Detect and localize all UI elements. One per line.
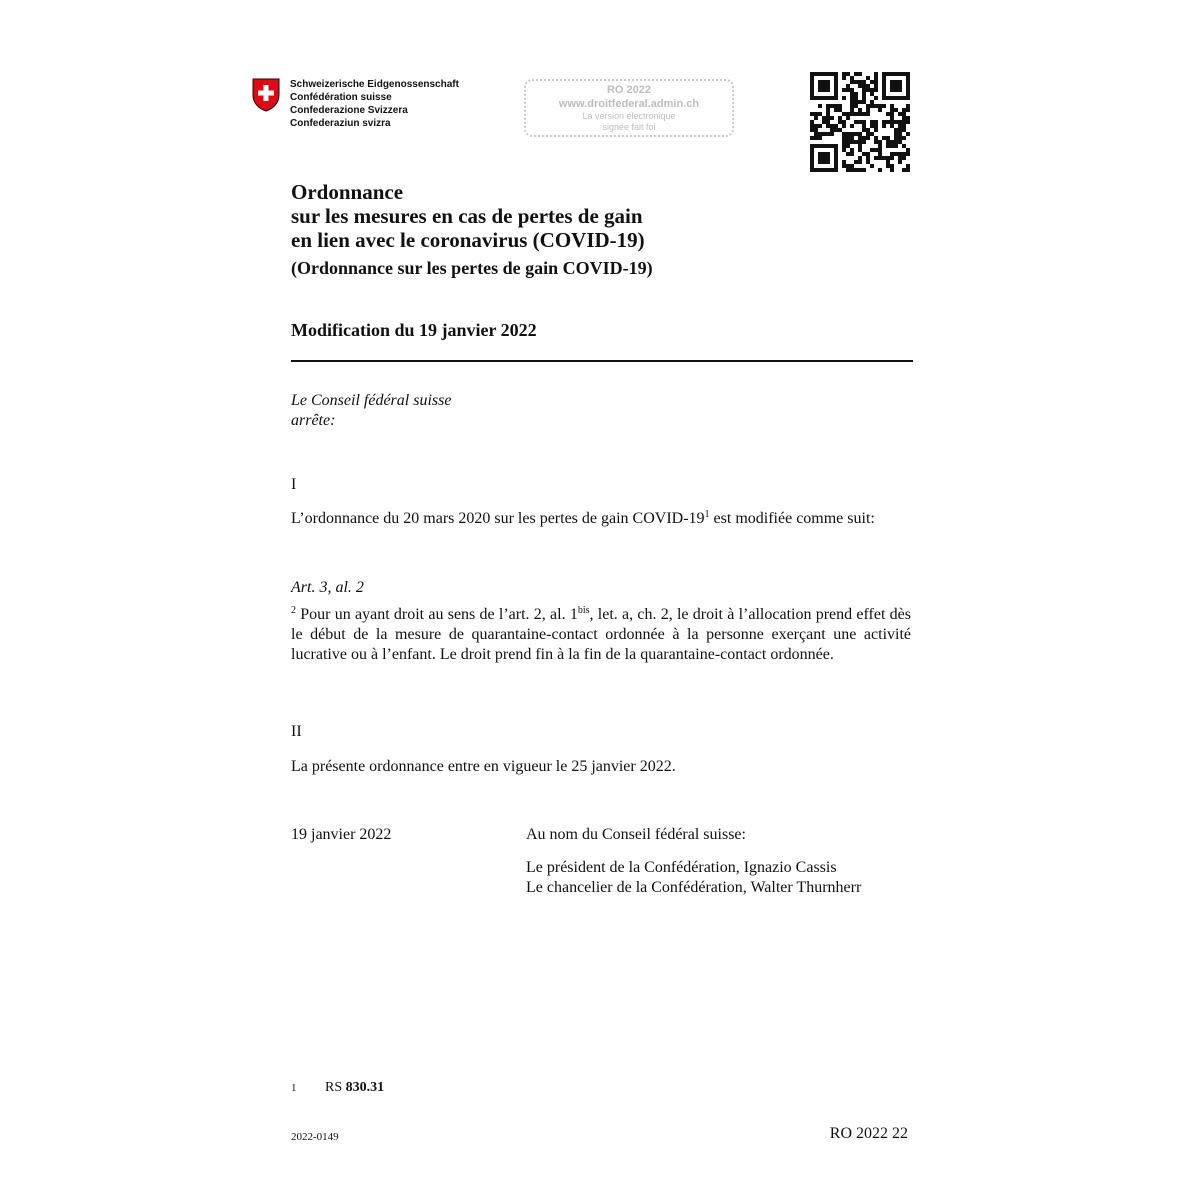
short-title: (Ordonnance sur les pertes de gain COVID-19) xyxy=(291,258,653,278)
footnote-reference: 1 xyxy=(704,509,710,520)
footnote xyxy=(291,1079,384,1097)
stamp-text-1: La version électronique xyxy=(582,111,676,121)
qr-code-icon xyxy=(810,72,910,172)
stamp-ro-label: RO 2022 xyxy=(606,84,652,96)
title-line-2: sur les mesures en cas de pertes de gain xyxy=(291,204,643,228)
federation-name-rm: Confederaziun svizra xyxy=(290,118,391,129)
footnote-prefix: RS xyxy=(325,1080,346,1095)
preamble-authority: Le Conseil fédéral suisse xyxy=(291,392,452,409)
federation-name-it: Confederazione Svizzera xyxy=(290,105,408,116)
stamp-text-2: signée fait foi xyxy=(602,122,656,132)
electronic-signature-stamp xyxy=(524,79,734,137)
section-numeral-2: II xyxy=(291,723,302,740)
section-numeral-1: I xyxy=(291,476,297,493)
title-line-3: en lien avec le coronavirus (COVID-19) xyxy=(291,228,645,252)
ro-reference: RO 2022 22 xyxy=(829,1125,908,1142)
article-paragraph xyxy=(291,605,911,665)
swiss-cross-emblem-icon xyxy=(252,78,280,112)
paragraph-superscript-bis: bis xyxy=(577,605,590,616)
federation-name-de: Schweizerische Eidgenossenschaft xyxy=(290,79,459,90)
intro-text-after: est modifiée comme suit: xyxy=(709,510,875,527)
signature-date: 19 janvier 2022 xyxy=(291,826,392,843)
signature-president: Le président de la Confédération, Ignazio Cassis xyxy=(526,859,837,876)
document-number: 2022-0149 xyxy=(291,1131,339,1143)
federation-names xyxy=(290,78,459,130)
federation-name-fr: Confédération suisse xyxy=(290,92,392,103)
section-2-text: La présente ordonnance entre en vigueur le 25 janvier 2022. xyxy=(291,758,676,775)
paragraph-text-before: Pour un ayant droit au sens de l’art. 2, al. 1 xyxy=(296,606,578,623)
stamp-url: www.droitfederal.admin.ch xyxy=(558,98,700,110)
article-heading: Art. 3, al. 2 xyxy=(291,579,364,596)
title-line-1: Ordonnance xyxy=(291,180,404,204)
modification-date: Modification du 19 janvier 2022 xyxy=(291,320,537,340)
paragraph-text-after: , let. a, ch. 2, le droit à l’allocation prend effet dès le début de la mesure de quarantaine-contact ordonnée à la personne exerçant une activité lucrative ou à l’enfant. Le droit prend fin à la fin de la quarantaine-contact ordonnée. xyxy=(291,606,912,663)
footnote-number: 1 xyxy=(291,1082,297,1094)
preamble-decrees: arrête: xyxy=(291,412,336,429)
section-1-intro xyxy=(291,509,911,529)
footnote-rs-number: 830.31 xyxy=(345,1080,385,1095)
title-divider xyxy=(291,360,913,362)
intro-text-before: L’ordonnance du 20 mars 2020 sur les pertes de gain COVID-19 xyxy=(291,510,705,527)
preamble xyxy=(291,391,911,431)
signature-on-behalf: Au nom du Conseil fédéral suisse: xyxy=(526,826,746,843)
ordinance-title xyxy=(291,180,911,279)
paragraph-number: 2 xyxy=(291,605,296,616)
signature-block xyxy=(526,825,861,898)
signature-chancellor: Le chancelier de la Confédération, Walter Thurnherr xyxy=(526,879,862,896)
